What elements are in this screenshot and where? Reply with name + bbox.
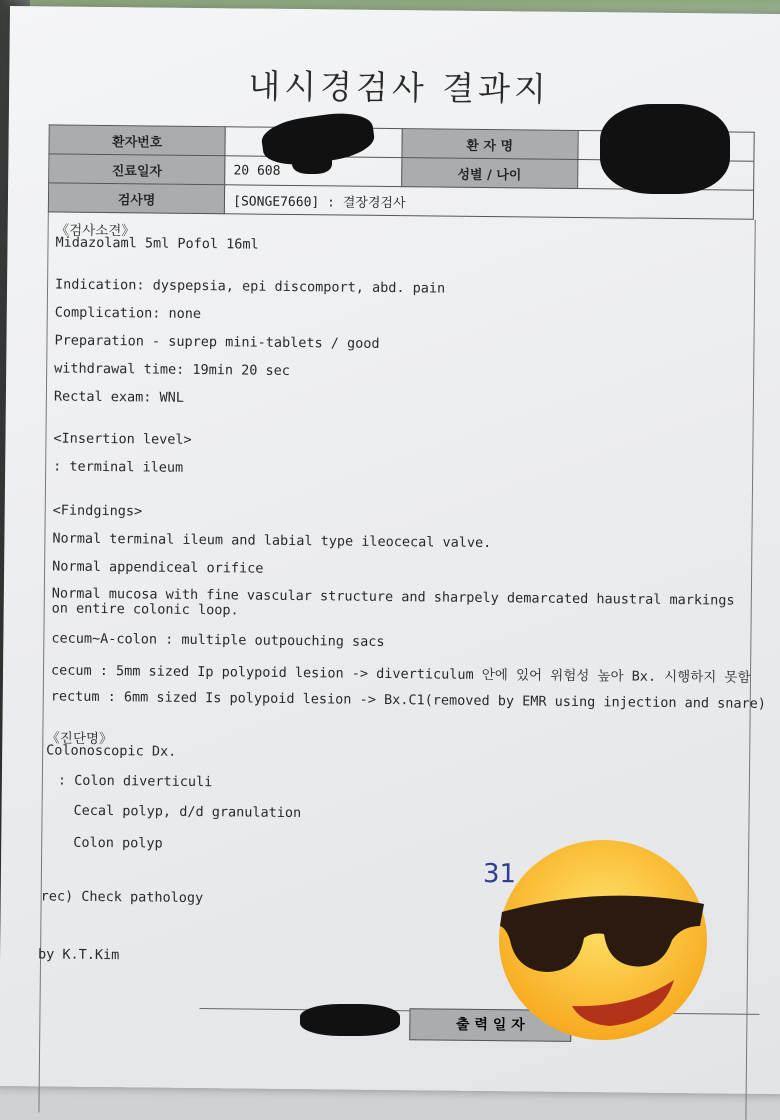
withdrawal-line: withdrawal time: 19min 20 sec [54,360,290,379]
diagnosis-3: Colon polyp [73,834,163,852]
insertion-value: : terminal ileum [53,458,184,476]
patient-name-label: 환 자 명 [401,129,578,160]
findings-heading: 《검사소견》 [55,222,135,240]
redaction-patient-name [600,104,730,194]
finding-2: Normal appendiceal orifice [52,558,264,577]
rectal-line: Rectal exam: WNL [53,388,185,406]
sex-age-label: 성별 / 나이 [401,158,578,189]
preparation-line: Preparation - suprep mini-tablets / good [54,332,380,352]
print-date-label: 출 력 일 자 [409,1008,571,1042]
redaction-footer [300,1004,400,1036]
finding-6: rectum : 6mm sized Is polypoid lesion -> Bx.C1(removed by EMR using injection and snare) [50,688,767,712]
insertion-heading: <Insertion level> [53,430,192,448]
exam-label: 검사명 [48,183,225,214]
date-label: 진료일자 [49,154,226,185]
redaction-date [292,150,332,174]
signature: by K.T.Kim [37,946,120,964]
diagnosis-title: Colonoscopic Dx. [46,742,177,760]
diagnosis-1: : Colon diverticuli [57,772,213,791]
exam-value: [SONGE7660] : 결장경검사 [225,185,754,220]
finding-1: Normal terminal ileum and labial type ileocecal valve. [52,530,492,552]
finding-3: Normal mucosa with fine vascular structure and sharpely demarcated haustral markings on entire colonic loop. [51,585,735,619]
diagnosis-2: Cecal polyp, d/d granulation [73,802,302,822]
complication-line: Complication: none [54,304,202,323]
indication-line: Indication: dyspepsia, epi discomport, abd. pain [55,276,446,297]
finding-5: cecum : 5mm sized Ip polypoid lesion -> diverticulum 안에 있어 위험성 높아 Bx. 시행하지 못함 [50,662,751,686]
diagnosis-heading: 《진단명》 [46,730,113,748]
patient-no-label: 환자번호 [49,125,226,156]
date-value: 20 608 [225,156,402,187]
hospital-stamp: 31 [482,859,517,890]
report-title: 내시경검사 결과지 [248,66,551,109]
sunglasses-emoji-icon [492,830,714,1042]
findings-subheading: <Findgings> [52,502,143,520]
sedation-line: Midazolaml 5ml Pofol 16ml [55,234,259,253]
recommendation: rec) Check pathology [40,888,204,907]
finding-4: cecum~A-colon : multiple outpouching sacs [51,630,385,650]
